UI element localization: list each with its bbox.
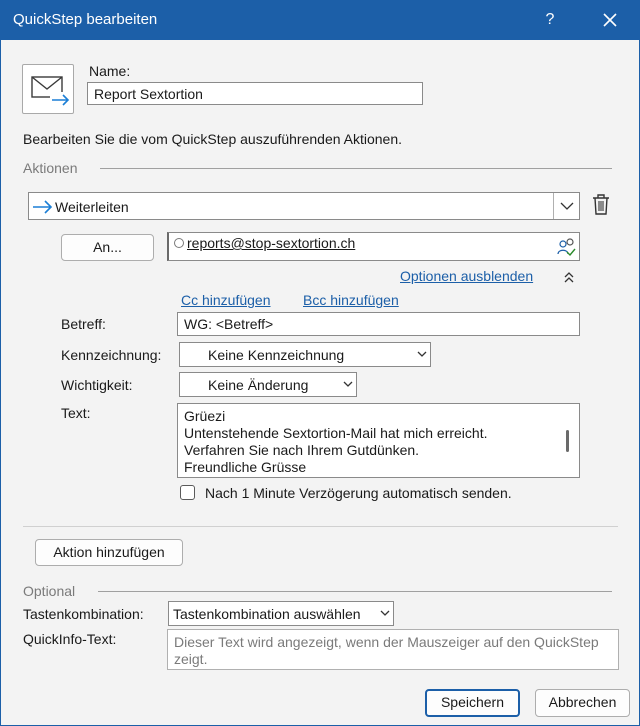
name-label: Name: — [89, 63, 131, 79]
chevron-down-icon — [414, 343, 430, 366]
address-book-icon — [555, 236, 577, 258]
title-bar — [0, 0, 640, 40]
flag-select-value: Keine Kennzeichnung — [208, 347, 345, 363]
to-button[interactable]: An... — [61, 234, 154, 261]
instruction-text: Bearbeiten Sie die vom QuickStep auszuführenden Aktionen. — [23, 131, 403, 147]
forward-mail-icon — [23, 65, 75, 115]
name-input[interactable]: Report Sextortion — [87, 82, 423, 105]
help-button[interactable]: ? — [545, 11, 555, 28]
importance-select-dropdown[interactable] — [340, 373, 356, 396]
collapse-chevron-icon[interactable] — [562, 270, 576, 284]
importance-select-value: Keine Änderung — [208, 377, 309, 393]
tooltip-text-input[interactable]: Dieser Text wird angezeigt, wenn der Mauszeiger auf den QuickStep zeigt. — [167, 629, 619, 670]
shortcut-select-dropdown[interactable] — [377, 602, 393, 625]
body-line: Grüezi — [184, 408, 226, 424]
chevron-down-icon — [377, 602, 393, 625]
text-label: Text: — [61, 405, 91, 421]
tooltip-label: QuickInfo-Text: — [23, 631, 117, 647]
recipient-field[interactable] — [167, 232, 580, 261]
importance-select[interactable] — [179, 372, 357, 397]
recipient-address[interactable]: reports@stop-sextortion.ch — [187, 235, 356, 251]
add-bcc-link[interactable]: Bcc hinzufügen — [303, 292, 399, 308]
subject-input[interactable]: WG: <Betreff> — [177, 312, 580, 336]
presence-icon — [173, 237, 185, 249]
importance-label: Wichtigkeit: — [61, 377, 133, 393]
quickstep-icon-box — [22, 64, 74, 114]
body-line: Freundliche Grüsse — [184, 459, 307, 475]
optional-divider — [98, 591, 612, 592]
actions-divider — [100, 168, 612, 169]
shortcut-select-value: Tastenkombination auswählen — [173, 606, 361, 622]
flag-select-dropdown[interactable] — [414, 343, 430, 366]
flag-select[interactable] — [179, 342, 431, 367]
textarea-scrollbar[interactable] — [566, 430, 569, 452]
hide-options-link[interactable]: Optionen ausblenden — [400, 268, 534, 284]
action-select[interactable] — [28, 192, 580, 220]
delay-checkbox-label[interactable]: Nach 1 Minute Verzögerung automatisch senden. — [205, 485, 512, 501]
add-cc-link[interactable]: Cc hinzufügen — [181, 292, 271, 308]
subject-label: Betreff: — [61, 316, 106, 332]
close-icon — [596, 6, 624, 34]
optional-section-label: Optional — [23, 583, 76, 599]
shortcut-select[interactable] — [168, 601, 394, 626]
forward-arrow-icon — [31, 198, 55, 216]
trash-icon — [590, 192, 612, 218]
shortcut-label: Tastenkombination: — [23, 606, 144, 622]
chevron-down-icon — [340, 373, 356, 396]
add-action-button[interactable]: Aktion hinzufügen — [35, 539, 183, 566]
close-button[interactable] — [596, 6, 624, 34]
action-select-value: Weiterleiten — [55, 199, 129, 215]
delay-checkbox[interactable] — [180, 485, 195, 500]
save-button[interactable]: Speichern — [425, 689, 520, 717]
window-title: QuickStep bearbeiten — [13, 11, 158, 28]
body-line: Verfahren Sie nach Ihrem Gutdünken. — [184, 442, 420, 458]
chevron-down-icon — [554, 193, 580, 219]
action-select-dropdown[interactable] — [553, 193, 579, 219]
cancel-button[interactable]: Abbrechen — [535, 689, 630, 717]
delete-action-button[interactable] — [590, 192, 612, 218]
body-line: Untenstehende Sextortion-Mail hat mich erreicht. — [184, 425, 488, 441]
actions-bottom-divider — [23, 526, 618, 527]
flag-label: Kennzeichnung: — [61, 347, 162, 363]
body-textarea[interactable] — [177, 403, 580, 478]
actions-section-label: Aktionen — [23, 160, 78, 176]
